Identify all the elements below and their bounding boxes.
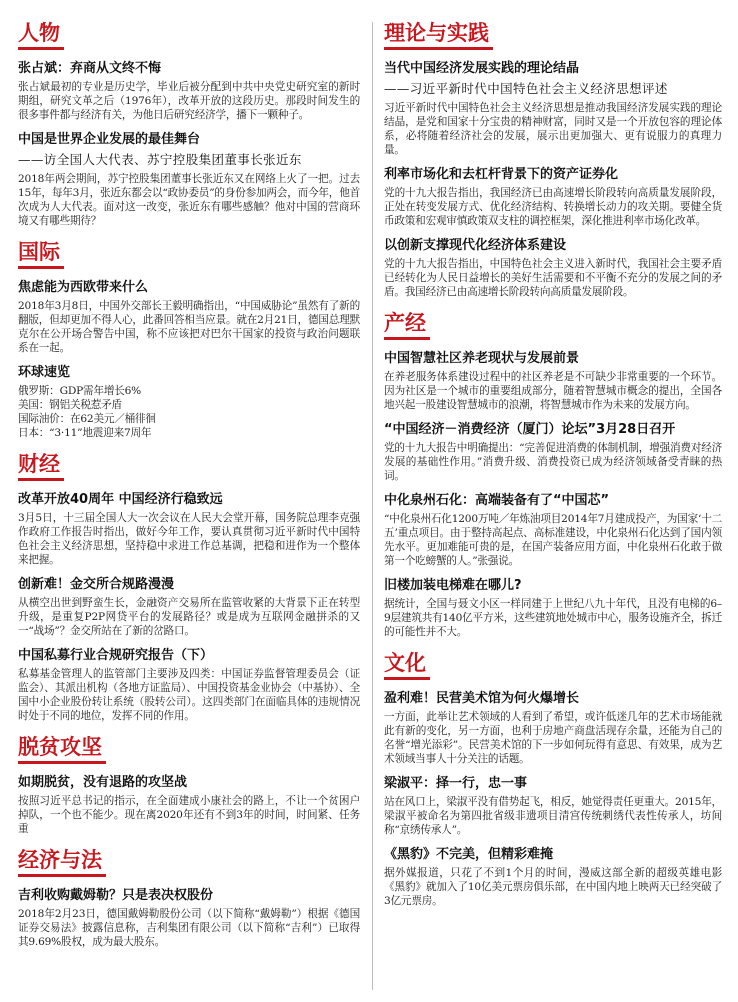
article-summary: 一方面，此举让艺术领域的人看到了希望，或许低迷几年的艺术市场能就此有新的变化，另一方面，也利于房地产商盘活现存余量，还能为自己的名誉“增光添彩”。民营美术馆的下一步如何玩得有意思、有效果，成为艺术领域当事人十分关注的话题。	[384, 711, 722, 765]
section-chanjing	[384, 308, 722, 639]
article	[384, 492, 722, 568]
article	[384, 350, 722, 412]
article-summary: 党的十九大报告指出，我国经济已由高速增长阶段转向高质量发展阶段，正处在转变发展方式、优化经济结构、转换增长动力的攻关期。要健全货币政策和宏观审慎政策双支柱的调控框架，深化推进利率市场化改革。	[384, 187, 722, 227]
section-lilun	[384, 18, 722, 299]
article	[384, 846, 722, 908]
news-brief-list	[18, 384, 360, 440]
article-title[interactable]: 旧楼加装电梯难在哪儿?	[384, 578, 522, 593]
article	[18, 647, 360, 723]
article	[18, 60, 360, 122]
article-title[interactable]: 如期脱贫，没有退路的攻坚战	[18, 775, 188, 790]
article-title[interactable]: 张占斌：弃商从文终不悔	[18, 61, 162, 76]
article-title[interactable]: 盈利难！民营美术馆为何火爆增长	[384, 691, 580, 706]
article-title[interactable]: 中国私募行业合规研究报告（下）	[18, 648, 214, 663]
article-summary: 张占斌最初的专业是历史学，毕业后被分配到中共中央党史研究室的新时期组，研究文革之后（1976年），改革开放的这段历史。那段时间发生的很多事件都与经济有关，为他日后研究经济学，播下一颗种子。	[18, 81, 360, 121]
article	[18, 491, 360, 567]
article-title[interactable]: “中国经济－消费经济（厦门）论坛”3月28日召开	[384, 422, 676, 437]
section-caijing	[18, 449, 360, 723]
article-title[interactable]: 焦虑能为西欧带来什么	[18, 280, 149, 295]
article	[384, 166, 722, 228]
left-column	[18, 18, 360, 958]
right-column	[384, 18, 722, 917]
article	[384, 237, 722, 299]
article-title[interactable]: 中国智慧社区养老现状与发展前景	[384, 351, 580, 366]
article-summary: 据外媒报道，只花了不到1个月的时间，漫威这部全新的超级英雄电影《黑豹》就加入了10亿美元票房俱乐部，在中国内地上映两天已经突破了3亿元票房。	[384, 867, 722, 907]
article-title[interactable]: 利率市场化和去杠杆背景下的资产证券化	[384, 167, 619, 182]
article	[384, 775, 722, 837]
article-summary: 党的十九大报告中明确提出：“完善促进消费的体制机制，增强消费对经济发展的基础性作用。”消费升级、消费投资已成为经济领域备受青睐的热词。	[384, 442, 722, 482]
article-summary: 据统计，全国与聂文小区一样同建于上世纪八九十年代，且没有电梯的6–9层建筑共有140亿平方米，这些建筑地处城市中心，服务设施齐全，拆迁的可能性并不大。	[384, 598, 722, 638]
article	[384, 690, 722, 766]
article	[384, 60, 722, 157]
article-summary: 2018年3月8日，中国外交部长王毅明确指出，“中国威胁论”虽然有了新的翻版，但却更加不得人心，此番回答相当应景。就在2月21日，德国总理默克尔在公开场合警告中国，称不应该把对巴尔干国家的投资与政治问题联系在一起。	[18, 300, 360, 354]
article-title[interactable]: 中国是世界企业发展的最佳舞台	[18, 132, 201, 147]
article-summary: 在养老服务体系建设过程中的社区养老是不可缺少非常重要的一个环节。因为社区是一个城市的重要组成部分，随着智慧城市概念的提出，全国各地兴起一股建设智慧城市的浪潮，将智慧城市作为未来的发展方向。	[384, 371, 722, 411]
article-summary: 按照习近平总书记的指示，在全面建成小康社会的路上，不让一个贫困户掉队，一个也不能少。现在离2020年还有不到3年的时间，时间紧、任务重	[18, 795, 360, 835]
news-brief-item: 俄罗斯：GDP需年增长6%	[18, 385, 142, 397]
article-title[interactable]: 梁淑平：择一行，忠一事	[384, 776, 528, 791]
section-title: 人物	[18, 20, 64, 50]
news-brief-item: 日本：“3·11”地震迎来7周年	[18, 427, 152, 439]
article-title[interactable]: 中化泉州石化：高端装备有了“中国芯”	[384, 493, 610, 508]
article-title[interactable]: 创新难！金交所合规路漫漫	[18, 577, 175, 592]
section-title: 文化	[384, 650, 430, 680]
article-summary: “中化泉州石化1200万吨／年炼油项目2014年7月建成投产，为国家‘十二五’重点项目。由于整持高起点、高标准建设，中化泉州石化达到了国内领先水平。更加难能可贵的是，在国产装备应用方面，中化泉州石化敢于做第一个吃螃蟹的人。”张强说。	[384, 513, 722, 567]
article-summary: 站在风口上，梁淑平没有借势起飞，相反，她觉得责任更重大。2015年，梁淑平被命名为第四批省级非遗项目清宫传统刺绣代表性传承人，坊间称“京绣传承人”。	[384, 796, 722, 836]
article-summary: 3月5日，十三届全国人大一次会议在人民大会堂开幕，国务院总理李克强作政府工作报告时指出，做好今年工作，要认真贯彻习近平新时代中国特色社会主义经济思想，坚持稳中求进工作总基调，把稳和进作为一个整体来把握。	[18, 512, 360, 566]
article	[384, 577, 722, 639]
article	[18, 774, 360, 836]
section-title: 产经	[384, 310, 430, 340]
article	[18, 279, 360, 355]
section-title: 理论与实践	[384, 20, 493, 50]
article-title[interactable]: 改革开放40周年 中国经济行稳致远	[18, 492, 223, 507]
article-summary: 2018年两会期间，苏宁控股集团董事长张近东又在网络上火了一把。过去15年，每年3月，张近东都会以“政协委员”的身份参加两会，而今年，他首次成为人大代表。面对这一改变，张近东有哪些感触？他对中国的营商环境又有哪些期待？	[18, 173, 360, 227]
section-renwu	[18, 18, 360, 228]
article-summary: 私募基金管理人的监管部门主要涉及四类：中国证券监督管理委员会（证监会）、其派出机构（各地方证监局）、中国投资基金业协会（中基协）、全国中小企业股份转让系统（股转公司）。这四类部门在面临具体的违规情况时处于不同的地位，发挥不同的作用。	[18, 668, 360, 722]
article	[18, 887, 360, 949]
article-title[interactable]: 环球速览	[18, 365, 71, 380]
section-jingjiyufa	[18, 845, 360, 949]
article-summary: 从横空出世到野蛮生长，金融资产交易所在监管收紧的大背景下正在转型升级，是重复P2P网贷平台的发展路径？或是成为互联网金融拼杀的又一“战场”？金交所站在了新的岔路口。	[18, 597, 360, 637]
article	[384, 421, 722, 483]
article	[18, 364, 360, 440]
article-subtitle: ——习近平新时代中国特色社会主义经济思想评述	[384, 81, 668, 96]
section-title: 脱贫攻坚	[18, 734, 106, 764]
section-guoji	[18, 237, 360, 440]
section-tuopin	[18, 732, 360, 836]
section-wenhua	[384, 648, 722, 908]
article-summary: 2018年2月23日，德国戴姆勒股份公司（以下简称“戴姆勒”）根据《德国证券交易法》披露信息称，吉利集团有限公司（以下简称“吉利”）已取得其9.69%股权，成为最大股东。	[18, 908, 360, 948]
article-title[interactable]: 《黑豹》不完美，但精彩难掩	[384, 847, 554, 862]
section-title: 国际	[18, 239, 64, 269]
news-brief-item: 美国：钢铝关税惹矛盾	[18, 399, 122, 411]
article-summary: 党的十九大报告指出，中国特色社会主义进入新时代，我国社会主要矛盾已经转化为人民日益增长的美好生活需要和不平衡不充分的发展之间的矛盾。我国经济已由高速增长阶段转向高质量发展阶段。	[384, 258, 722, 298]
article	[18, 576, 360, 638]
section-title: 财经	[18, 451, 64, 481]
column-divider	[372, 22, 373, 990]
section-title: 经济与法	[18, 847, 106, 877]
news-brief-item: 国际油价：在62美元／桶徘徊	[18, 413, 156, 425]
article	[18, 131, 360, 228]
article-title[interactable]: 以创新支撑现代化经济体系建设	[384, 238, 567, 253]
article-title[interactable]: 当代中国经济发展实践的理论结晶	[384, 61, 580, 76]
article-title[interactable]: 吉利收购戴姆勒？只是表决权股份	[18, 888, 214, 903]
article-subtitle: ——访全国人大代表、苏宁控股集团董事长张近东	[18, 152, 302, 167]
article-summary: 习近平新时代中国特色社会主义经济思想是推动我国经济发展实践的理论结晶，是党和国家十分宝贵的精神财富，同时又是一个开放包容的理论体系，必将随着经济社会的发展，展示出更加强大、更有说服力的真理力量。	[384, 102, 722, 156]
